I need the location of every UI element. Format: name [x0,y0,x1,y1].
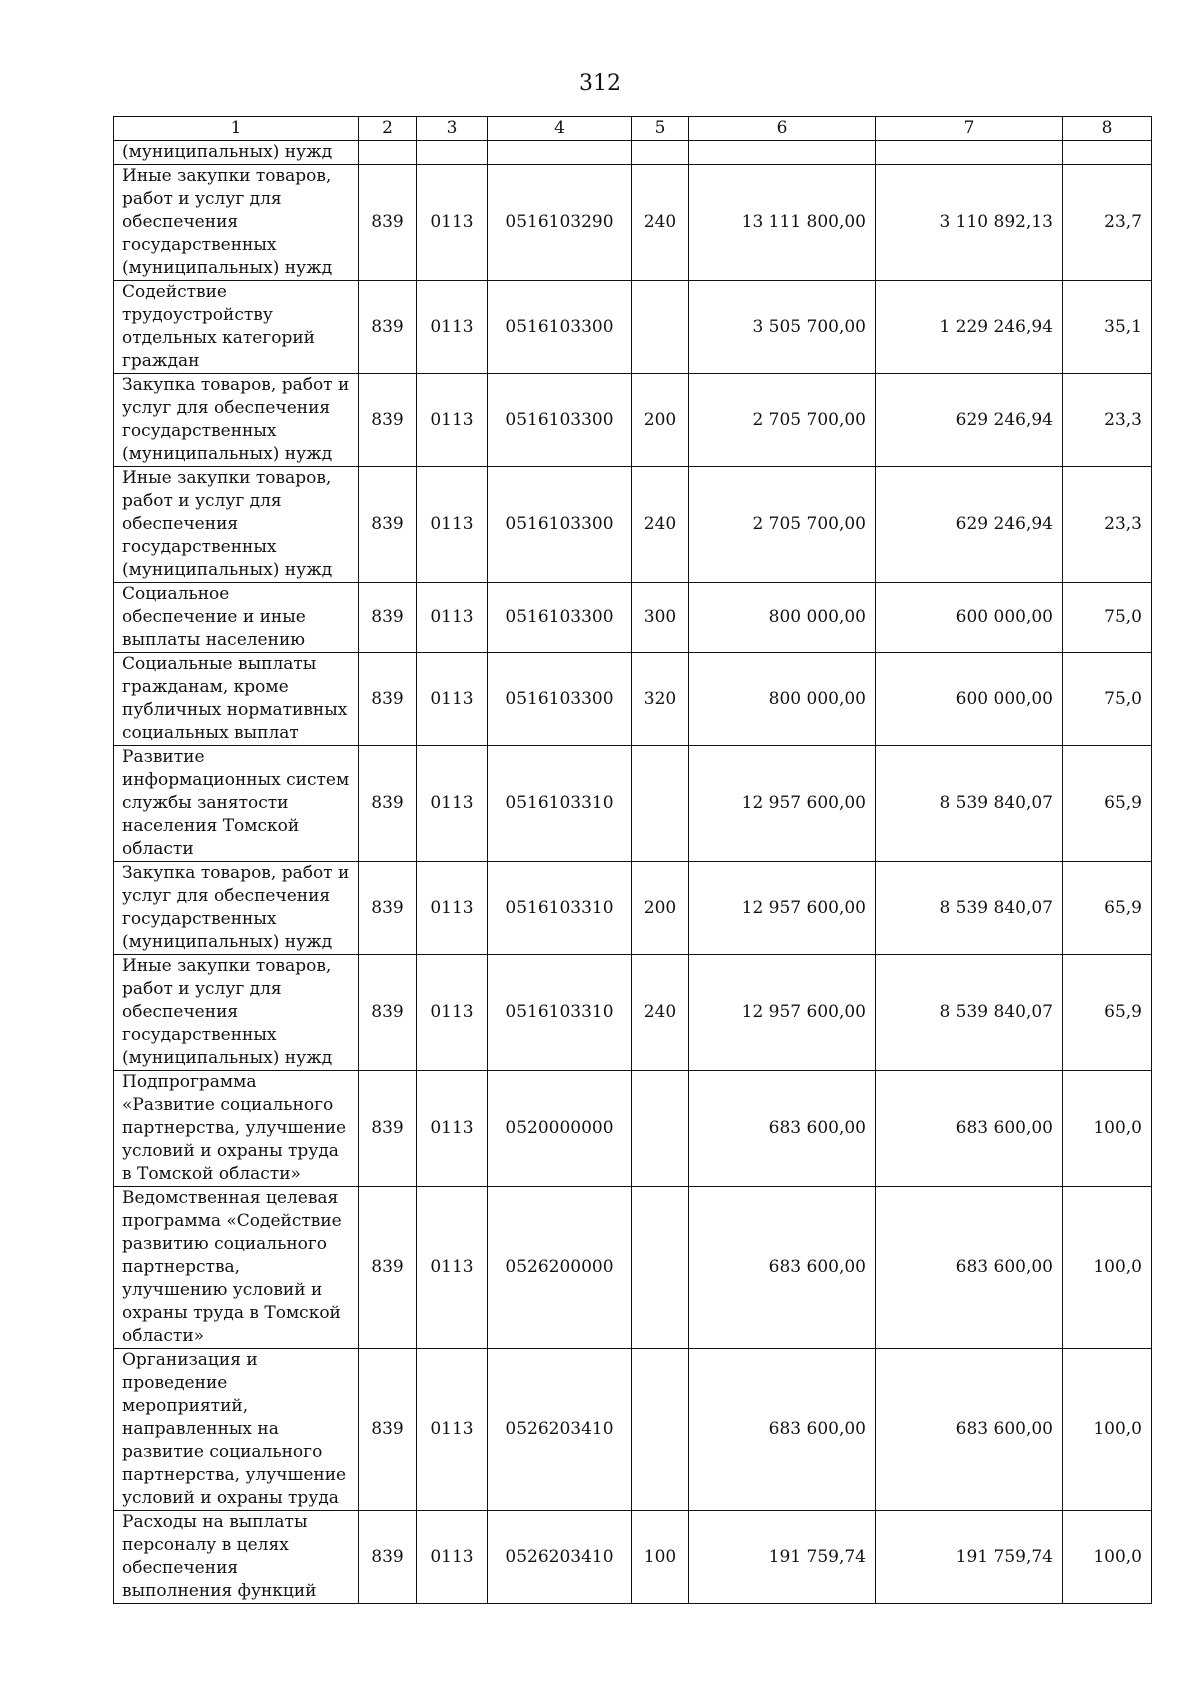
target-article-code: 0516103310 [488,955,632,1071]
plan-amount: 683 600,00 [689,1071,876,1187]
table-row [114,467,1152,583]
plan-amount: 12 957 600,00 [689,862,876,955]
table-row [114,1187,1152,1349]
execution-percent: 23,3 [1063,374,1152,467]
plan-amount: 683 600,00 [689,1349,876,1511]
target-article-code: 0516103290 [488,165,632,281]
column-header: 3 [417,117,488,141]
expense-type-code [632,746,689,862]
execution-percent: 100,0 [1063,1511,1152,1604]
fact-amount: 629 246,94 [876,467,1063,583]
row-name: Иные закупки товаров, работ и услуг для обеспечения государственных (муниципальных) нужд [114,955,359,1071]
plan-amount: 3 505 700,00 [689,281,876,374]
table-row [114,165,1152,281]
empty-cell [417,141,488,165]
target-article-code: 0526203410 [488,1511,632,1604]
ved-code: 839 [359,653,417,746]
fact-amount: 683 600,00 [876,1187,1063,1349]
fact-amount: 8 539 840,07 [876,955,1063,1071]
section-code: 0113 [417,862,488,955]
target-article-code: 0520000000 [488,1071,632,1187]
plan-amount: 2 705 700,00 [689,467,876,583]
column-header: 6 [689,117,876,141]
execution-percent: 75,0 [1063,583,1152,653]
section-code: 0113 [417,653,488,746]
section-code: 0113 [417,374,488,467]
target-article-code: 0516103300 [488,467,632,583]
fact-amount: 683 600,00 [876,1349,1063,1511]
plan-amount: 12 957 600,00 [689,955,876,1071]
plan-amount: 800 000,00 [689,583,876,653]
column-header: 5 [632,117,689,141]
section-code: 0113 [417,1071,488,1187]
fact-amount: 8 539 840,07 [876,746,1063,862]
ved-code: 839 [359,165,417,281]
section-code: 0113 [417,1511,488,1604]
ved-code: 839 [359,1187,417,1349]
execution-percent: 65,9 [1063,955,1152,1071]
continuation-text: (муниципальных) нужд [114,141,359,165]
table-row [114,1071,1152,1187]
section-code: 0113 [417,746,488,862]
fact-amount: 600 000,00 [876,653,1063,746]
table-row [114,746,1152,862]
row-name: Социальные выплаты гражданам, кроме публичных нормативных социальных выплат [114,653,359,746]
section-code: 0113 [417,165,488,281]
execution-percent: 23,3 [1063,467,1152,583]
ved-code: 839 [359,1349,417,1511]
header-row [114,117,1152,141]
expense-type-code: 100 [632,1511,689,1604]
section-code: 0113 [417,1187,488,1349]
ved-code: 839 [359,862,417,955]
table-row [114,374,1152,467]
row-name: Закупка товаров, работ и услуг для обеспечения государственных (муниципальных) нужд [114,374,359,467]
column-header: 8 [1063,117,1152,141]
table-row [114,955,1152,1071]
plan-amount: 13 111 800,00 [689,165,876,281]
execution-percent: 75,0 [1063,653,1152,746]
ved-code: 839 [359,1511,417,1604]
empty-cell [488,141,632,165]
column-header: 7 [876,117,1063,141]
target-article-code: 0526200000 [488,1187,632,1349]
row-name: Ведомственная целевая программа «Содействие развитию социального партнерства, улучшению условий и охраны труда в Томской области» [114,1187,359,1349]
expense-type-code: 200 [632,862,689,955]
row-name: Организация и проведение мероприятий, направленных на развитие социального партнерства, улучшение условий и охраны труда [114,1349,359,1511]
expense-type-code [632,1187,689,1349]
execution-percent: 35,1 [1063,281,1152,374]
expense-type-code: 240 [632,165,689,281]
target-article-code: 0516103300 [488,583,632,653]
ved-code: 839 [359,374,417,467]
table-row [114,862,1152,955]
execution-percent: 23,7 [1063,165,1152,281]
execution-percent: 65,9 [1063,746,1152,862]
expense-type-code [632,1349,689,1511]
plan-amount: 683 600,00 [689,1187,876,1349]
target-article-code: 0516103300 [488,281,632,374]
expense-type-code: 240 [632,955,689,1071]
table-row [114,653,1152,746]
expense-type-code: 200 [632,374,689,467]
plan-amount: 12 957 600,00 [689,746,876,862]
column-header: 4 [488,117,632,141]
empty-cell [689,141,876,165]
execution-percent: 100,0 [1063,1187,1152,1349]
fact-amount: 8 539 840,07 [876,862,1063,955]
empty-cell [359,141,417,165]
ved-code: 839 [359,746,417,862]
table-row [114,281,1152,374]
plan-amount: 2 705 700,00 [689,374,876,467]
empty-cell [876,141,1063,165]
ved-code: 839 [359,281,417,374]
plan-amount: 191 759,74 [689,1511,876,1604]
ved-code: 839 [359,467,417,583]
execution-percent: 65,9 [1063,862,1152,955]
target-article-code: 0516103300 [488,653,632,746]
plan-amount: 800 000,00 [689,653,876,746]
fact-amount: 1 229 246,94 [876,281,1063,374]
ved-code: 839 [359,955,417,1071]
page-number: 312 [579,71,621,96]
table-row [114,583,1152,653]
fact-amount: 683 600,00 [876,1071,1063,1187]
target-article-code: 0516103310 [488,862,632,955]
execution-percent: 100,0 [1063,1071,1152,1187]
budget-table [113,116,1152,1604]
continuation-row [114,141,1152,165]
table-row [114,1349,1152,1511]
row-name: Развитие информационных систем службы занятости населения Томской области [114,746,359,862]
row-name: Иные закупки товаров, работ и услуг для обеспечения государственных (муниципальных) нужд [114,165,359,281]
section-code: 0113 [417,467,488,583]
section-code: 0113 [417,583,488,653]
target-article-code: 0516103300 [488,374,632,467]
target-article-code: 0516103310 [488,746,632,862]
row-name: Расходы на выплаты персоналу в целях обеспечения выполнения функций [114,1511,359,1604]
row-name: Иные закупки товаров, работ и услуг для обеспечения государственных (муниципальных) нужд [114,467,359,583]
expense-type-code [632,1071,689,1187]
row-name: Содействие трудоустройству отдельных категорий граждан [114,281,359,374]
column-header: 2 [359,117,417,141]
fact-amount: 3 110 892,13 [876,165,1063,281]
section-code: 0113 [417,955,488,1071]
row-name: Подпрограмма «Развитие социального партнерства, улучшение условий и охраны труда в Томской области» [114,1071,359,1187]
section-code: 0113 [417,1349,488,1511]
fact-amount: 629 246,94 [876,374,1063,467]
fact-amount: 600 000,00 [876,583,1063,653]
expense-type-code [632,281,689,374]
ved-code: 839 [359,583,417,653]
ved-code: 839 [359,1071,417,1187]
fact-amount: 191 759,74 [876,1511,1063,1604]
row-name: Социальное обеспечение и иные выплаты населению [114,583,359,653]
expense-type-code: 300 [632,583,689,653]
empty-cell [632,141,689,165]
expense-type-code: 320 [632,653,689,746]
execution-percent: 100,0 [1063,1349,1152,1511]
row-name: Закупка товаров, работ и услуг для обеспечения государственных (муниципальных) нужд [114,862,359,955]
table-row [114,1511,1152,1604]
empty-cell [1063,141,1152,165]
column-header: 1 [114,117,359,141]
expense-type-code: 240 [632,467,689,583]
target-article-code: 0526203410 [488,1349,632,1511]
section-code: 0113 [417,281,488,374]
